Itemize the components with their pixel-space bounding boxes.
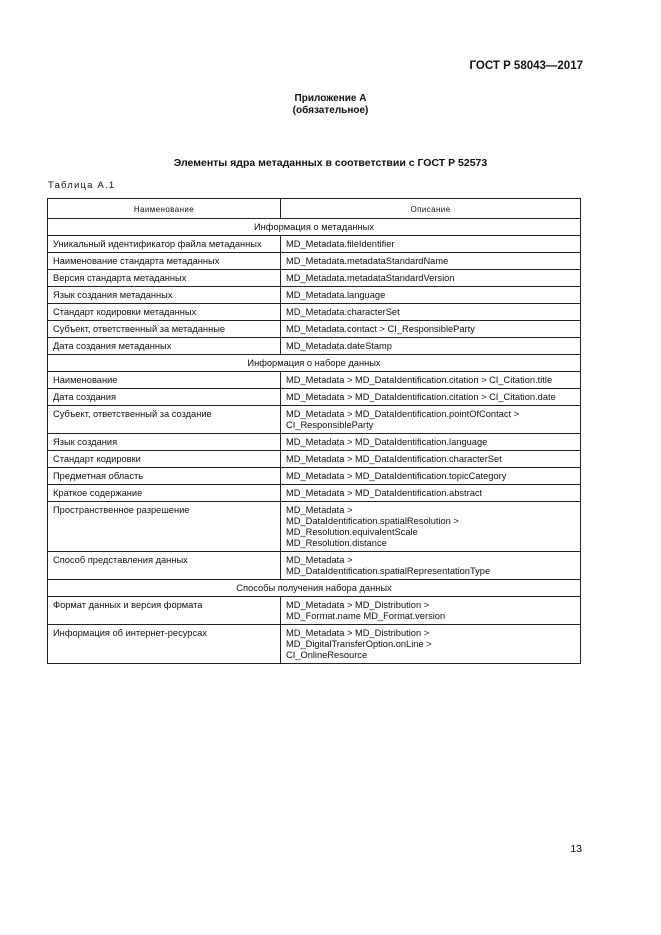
description-line: MD_Metadata >: [286, 505, 353, 515]
element-name-cell: Наименование стандарта метаданных: [48, 253, 281, 270]
table-title: Элементы ядра метаданных в соответствии с ГОСТ Р 52573: [173, 157, 488, 169]
description-line: MD_Metadata.contact > CI_ResponsibleParty: [286, 324, 475, 334]
table-body: [48, 199, 581, 664]
table-row: [48, 597, 581, 625]
table-row: [48, 253, 581, 270]
table-header-row: [48, 199, 581, 219]
metadata-table: [47, 198, 581, 664]
table-row: [48, 304, 581, 321]
table-row: [48, 236, 581, 253]
description-line: CI_ResponsibleParty: [286, 420, 374, 430]
element-name-cell: Пространственное разрешение: [48, 502, 281, 552]
description-line: MD_Resolution.distance: [286, 538, 387, 548]
element-description-cell: [281, 451, 581, 468]
column-header-description: Описание: [281, 199, 581, 219]
element-name-cell: Краткое содержание: [48, 485, 281, 502]
element-description-cell: [281, 372, 581, 389]
description-line: MD_Metadata > MD_DataIdentification.citation > CI_Citation.title: [286, 375, 553, 385]
section-title: Способы получения набора данных: [48, 580, 581, 597]
element-description-cell: [281, 270, 581, 287]
description-line: MD_Resolution.equivalentScale: [286, 527, 418, 537]
table-row: [48, 321, 581, 338]
element-description-cell: [281, 552, 581, 580]
element-description-cell: [281, 321, 581, 338]
element-description-cell: [281, 502, 581, 552]
description-line: MD_DigitalTransferOption.onLine >: [286, 639, 432, 649]
table-row: [48, 552, 581, 580]
description-line: MD_Metadata > MD_Distribution >: [286, 628, 430, 638]
element-description-cell: [281, 236, 581, 253]
description-line: CI_OnlineResource: [286, 650, 368, 660]
element-name-cell: Версия стандарта метаданных: [48, 270, 281, 287]
table-label: Таблица А.1: [48, 180, 116, 191]
table-row: [48, 434, 581, 451]
annex-status: (обязательное): [292, 105, 369, 116]
description-line: MD_Metadata > MD_Distribution >: [286, 600, 430, 610]
description-line: MD_Metadata.characterSet: [286, 307, 400, 317]
table-row: [48, 468, 581, 485]
element-name-cell: Субъект, ответственный за метаданные: [48, 321, 281, 338]
element-name-cell: Язык создания: [48, 434, 281, 451]
description-line: MD_Metadata > MD_DataIdentification.characterSet: [286, 454, 502, 464]
element-description-cell: [281, 304, 581, 321]
element-description-cell: [281, 287, 581, 304]
element-name-cell: Способ представления данных: [48, 552, 281, 580]
element-name-cell: Дата создания метаданных: [48, 338, 281, 355]
element-name-cell: Стандарт кодировки: [48, 451, 281, 468]
element-name-cell: Стандарт кодировки метаданных: [48, 304, 281, 321]
description-line: MD_Metadata.dateStamp: [286, 341, 392, 351]
section-header-row: [48, 580, 581, 597]
description-line: MD_Metadata >: [286, 555, 353, 565]
column-header-name: Наименование: [48, 199, 281, 219]
element-name-cell: Язык создания метаданных: [48, 287, 281, 304]
description-line: MD_Metadata > MD_DataIdentification.citation > CI_Citation.date: [286, 392, 556, 402]
description-line: MD_DataIdentification.spatialRepresentationType: [286, 566, 491, 576]
description-line: MD_Metadata.language: [286, 290, 386, 300]
description-line: MD_Metadata > MD_DataIdentification.topicCategory: [286, 471, 507, 481]
description-line: MD_Metadata.fileIdentifier: [286, 239, 395, 249]
element-name-cell: Дата создания: [48, 389, 281, 406]
description-line: MD_Metadata > MD_DataIdentification.language: [286, 437, 488, 447]
section-header-row: [48, 355, 581, 372]
table-row: [48, 485, 581, 502]
description-line: MD_DataIdentification.spatialResolution >: [286, 516, 459, 526]
description-line: MD_Metadata > MD_DataIdentification.abstract: [286, 488, 483, 498]
section-header-row: [48, 219, 581, 236]
element-name-cell: Предметная область: [48, 468, 281, 485]
element-name-cell: Наименование: [48, 372, 281, 389]
element-description-cell: [281, 468, 581, 485]
document-code: ГОСТ Р 58043—2017: [469, 60, 583, 72]
table-row: [48, 406, 581, 434]
description-line: MD_Metadata.metadataStandardVersion: [286, 273, 455, 283]
element-name-cell: Формат данных и версия формата: [48, 597, 281, 625]
table-row: [48, 372, 581, 389]
element-description-cell: [281, 625, 581, 664]
element-description-cell: [281, 389, 581, 406]
table-row: [48, 287, 581, 304]
table-row: [48, 502, 581, 552]
annex-heading: [0, 93, 661, 117]
element-name-cell: Субъект, ответственный за создание: [48, 406, 281, 434]
element-description-cell: [281, 338, 581, 355]
table-row: [48, 389, 581, 406]
table-row: [48, 338, 581, 355]
element-description-cell: [281, 253, 581, 270]
annex-title: Приложение А: [294, 93, 367, 104]
section-title: Информация о метаданных: [48, 219, 581, 236]
page-number: 13: [570, 843, 582, 855]
section-title: Информация о наборе данных: [48, 355, 581, 372]
element-description-cell: [281, 406, 581, 434]
description-line: MD_Metadata > MD_DataIdentification.pointOfContact >: [286, 409, 520, 419]
element-description-cell: [281, 434, 581, 451]
description-line: MD_Metadata.metadataStandardName: [286, 256, 449, 266]
table-row: [48, 451, 581, 468]
description-line: MD_Format.name MD_Format.version: [286, 611, 446, 621]
element-name-cell: Уникальный идентификатор файла метаданных: [48, 236, 281, 253]
table-row: [48, 625, 581, 664]
element-name-cell: Информация об интернет-ресурсах: [48, 625, 281, 664]
table-row: [48, 270, 581, 287]
element-description-cell: [281, 485, 581, 502]
element-description-cell: [281, 597, 581, 625]
